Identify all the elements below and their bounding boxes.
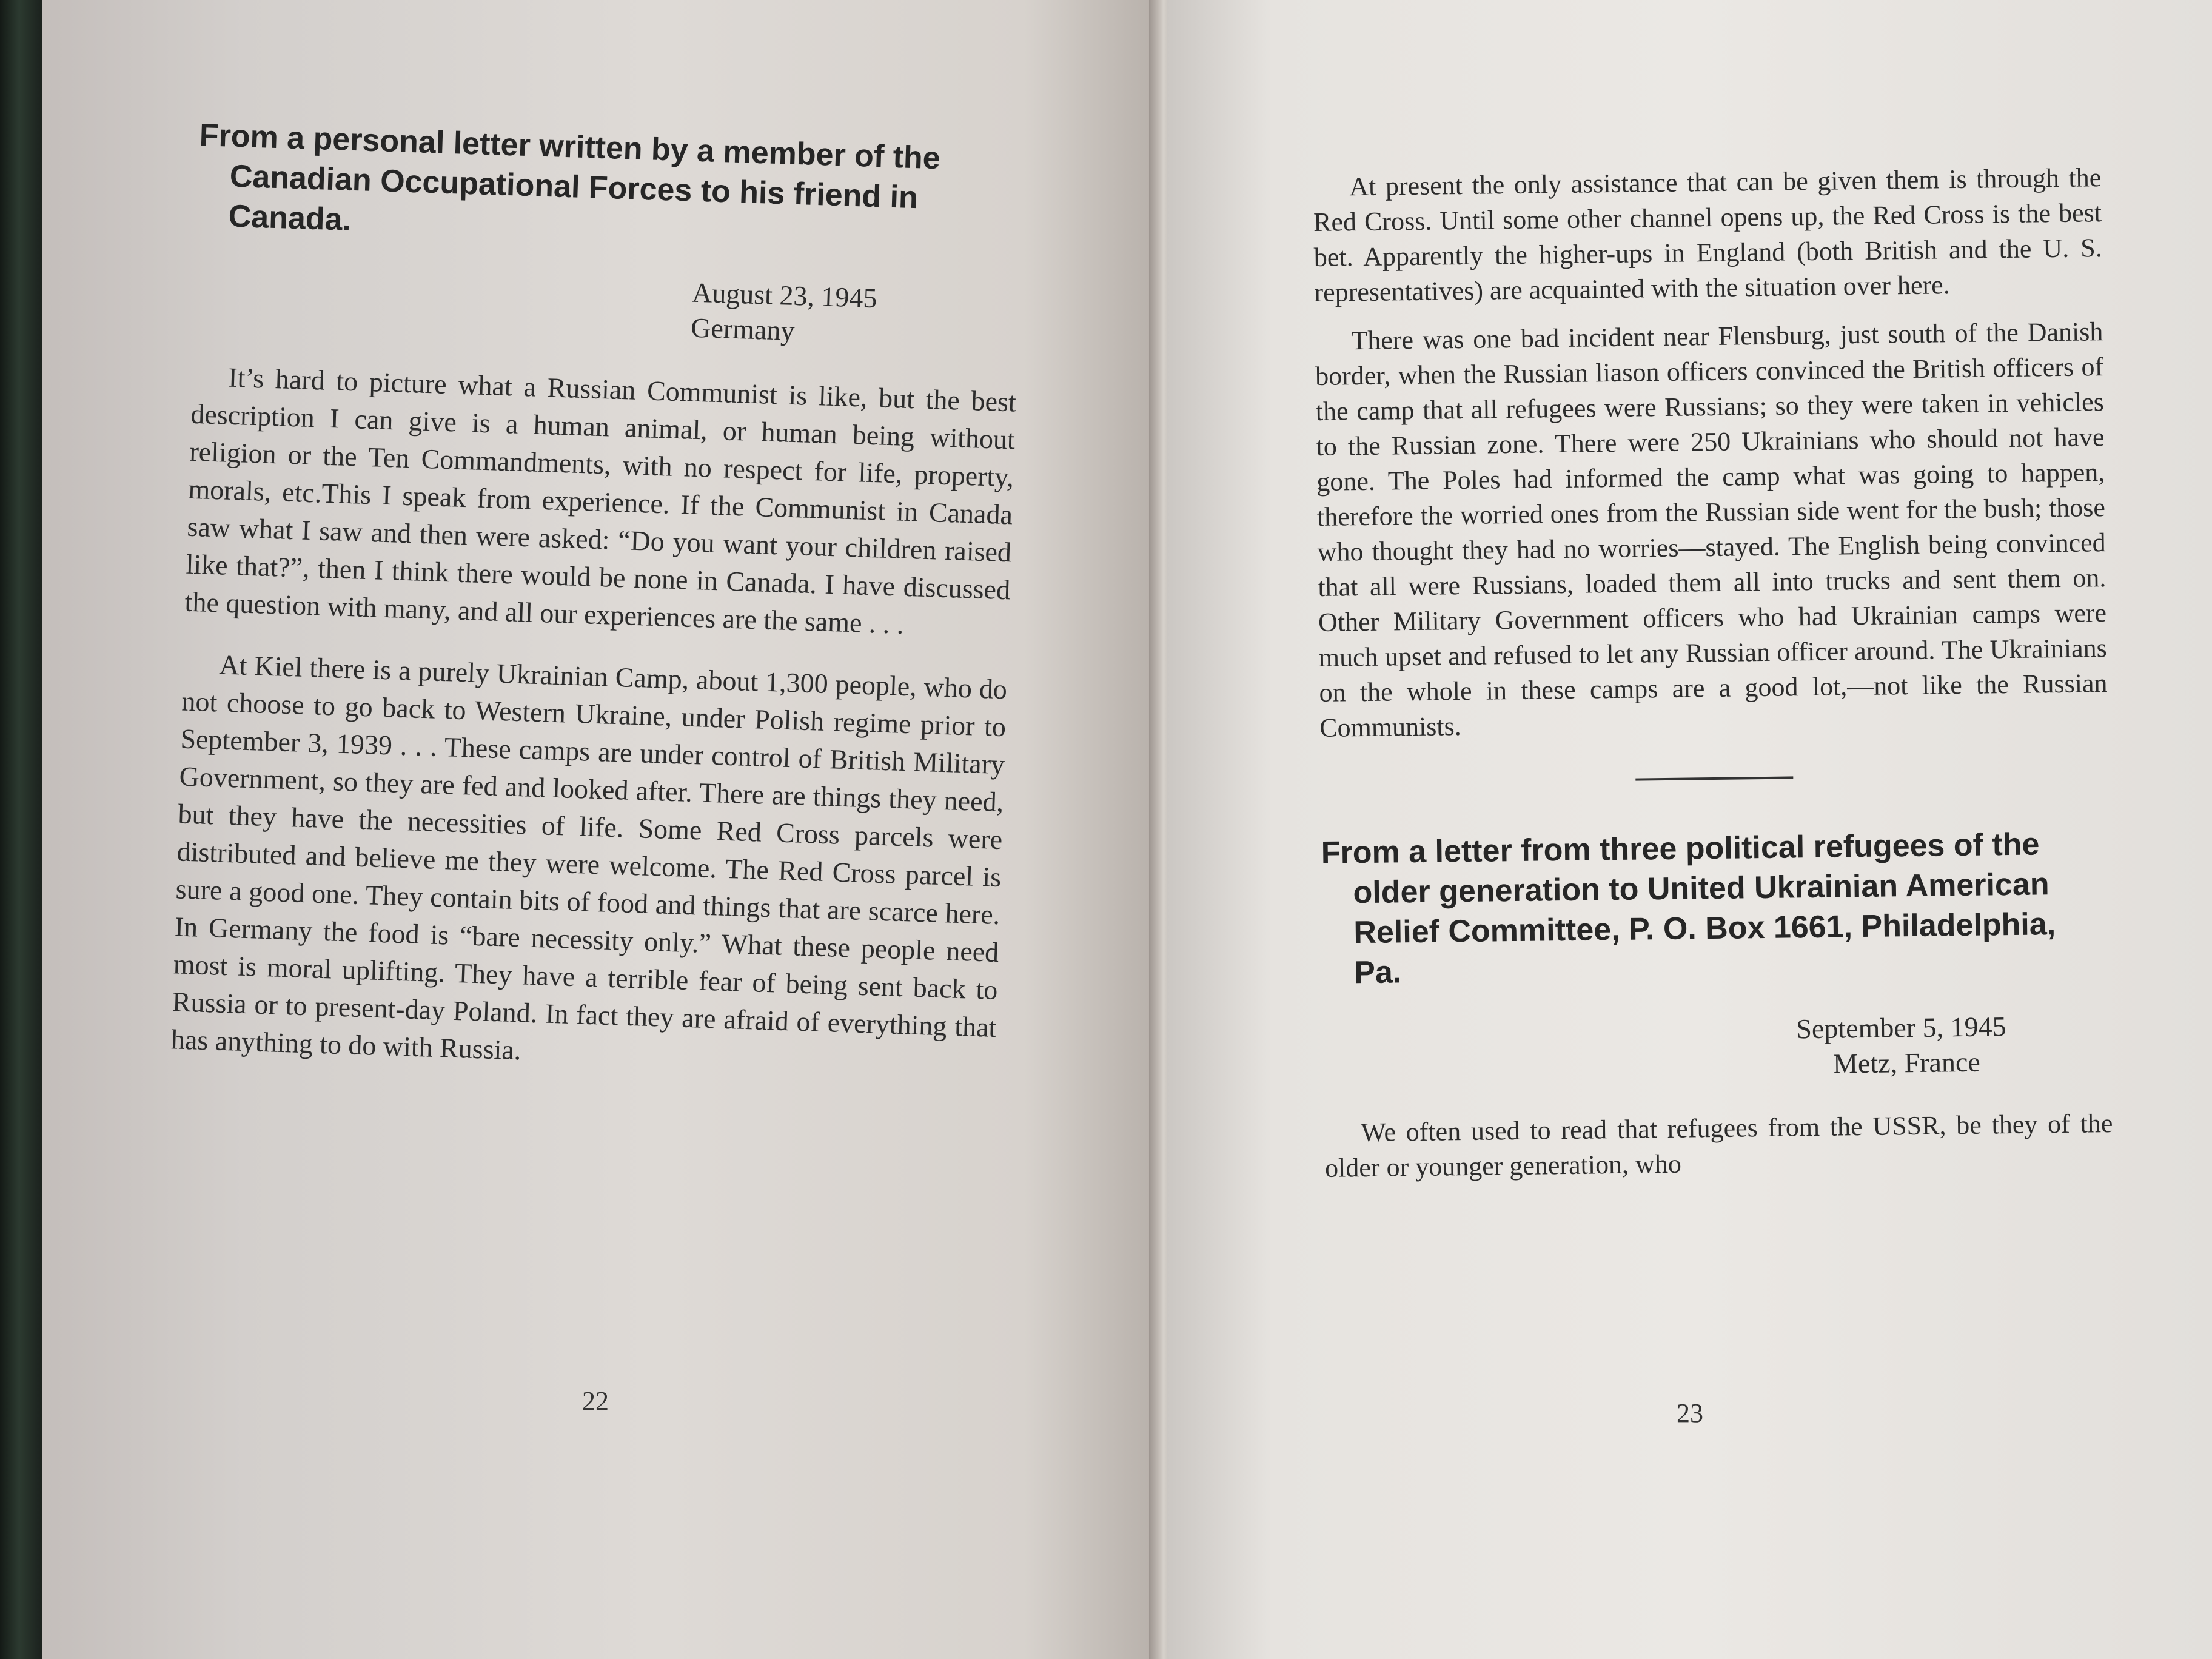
left-page: [42, 0, 1158, 1659]
letter-place: Metz, France: [1832, 1046, 1981, 1079]
page-number: 23: [1677, 1398, 1703, 1428]
right-page-content: [1313, 160, 2114, 1199]
letter-date: September 5, 1945: [1796, 1011, 2006, 1045]
letter-heading: From a letter from three political refugees of the older generation to United Ukrainian American Relief Committee, P. O. Box 1661, Philadelphia, Pa.: [1321, 826, 2056, 991]
paragraph: It’s hard to picture what a Russian Communist is like, but the best description I can give is a human animal, or human being without religion or the Ten Commandments, with no respect for life, property, morals, etc.This I speak from experience. If the Communist in Canada saw what I saw and then were asked: “Do you want your children raised like that?”, then I think there would be none in Canada. I have discussed the question with many, and all our experiences are the same . . .: [184, 361, 1017, 640]
letter-heading: From a personal letter written by a member of the Canadian Occupational Forces to his friend in Canada.: [199, 117, 941, 238]
letter-dateline: [690, 275, 1019, 356]
letter-date: August 23, 1945: [691, 276, 878, 314]
book-cover-edge: [0, 0, 42, 1659]
paragraph: We often used to read that refugees from the USSR, be they of the older or younger generation, who: [1324, 1108, 2113, 1183]
paragraph: There was one bad incident near Flensburg, just south of the Danish border, when the Russian liason officers convinced the British officers of the camp that all refugees were Russians; so they were taken in vehicles to the Russian zone. There were 250 Ukrainians who should not have gone. The Poles had informed the camp what was going to happen, therefore the worried ones from the Russian side went for the bush; those who thought they had no worries—stayed. The English being convinced that all were Russians, loaded them all into trucks and sent them on. Other Military Government officers who had Ukrainian camps were much upset and refused to let any Russian officer around. The Ukrainians on the whole in these camps are a good lot,—not like the Russian Communists.: [1315, 317, 2108, 743]
right-page: [1167, 0, 2212, 1659]
letter-place: Germany: [690, 312, 796, 346]
page-number: 22: [582, 1386, 609, 1416]
section-divider: [1635, 776, 1793, 780]
left-page-content: [170, 115, 1024, 1102]
letter-dateline: [1796, 1008, 2112, 1082]
paragraph: At present the only assistance that can be given them is through the Red Cross. Until some other channel opens up, the Red Cross is the best bet. Apparently the higher-ups in England (both British and the U. S. representatives) are acquainted with the situation over here.: [1313, 163, 2102, 307]
paragraph: At Kiel there is a purely Ukrainian Camp, about 1,300 people, who do not choose to go back to Western Ukraine, under Polish regime prior to September 3, 1939 . . . These camps are under control of British Military Government, so they are fed and looked after. There are things they need, but they have the necessities of life. Some Red Cross parcels were distributed and believe me they were welcome. The Red Cross parcel is sure a good one. They contain bits of food and things that are scarce here. In Germany the food is “bare necessity only.” What these people need most is moral uplifting. They have a terrible fear of being sent back to Russia or to present-day Poland. In fact they are afraid of everything that has anything to do with Russia.: [170, 649, 1008, 1066]
